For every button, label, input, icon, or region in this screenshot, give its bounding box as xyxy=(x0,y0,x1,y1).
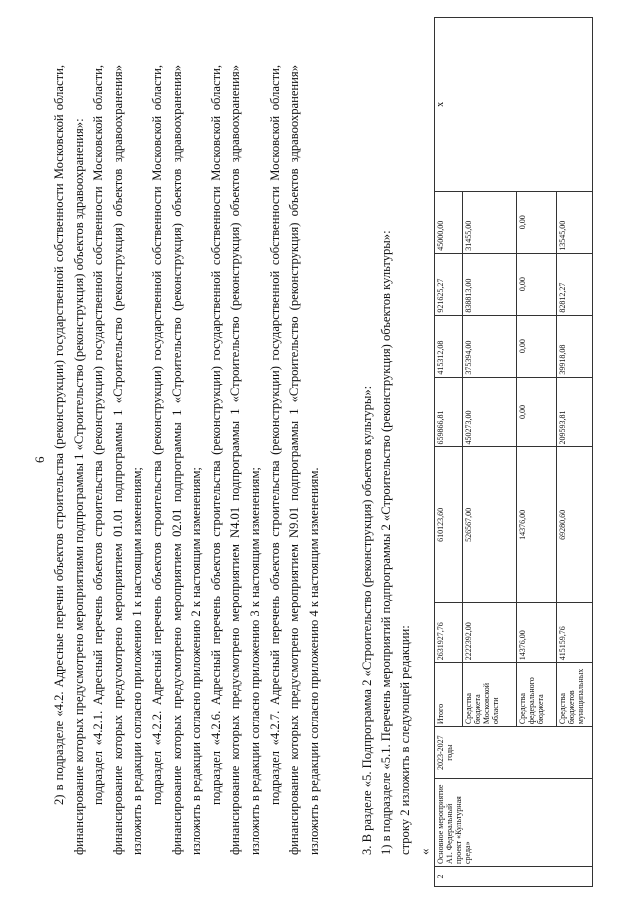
row-number-cell: 2 xyxy=(435,867,593,887)
total-cell: 2222392,00 xyxy=(463,603,517,663)
year-2026-cell: 838813,00 xyxy=(463,253,517,315)
year-2026-cell: 0,00 xyxy=(517,253,557,315)
year-2025-cell: 0,00 xyxy=(517,315,557,377)
x-mark-cell: х xyxy=(435,18,593,192)
activities-table xyxy=(434,17,593,887)
year-2027-cell: 13545,00 xyxy=(557,191,593,253)
paragraph-subsection-4-2-7: подраздел «4.2.7. Адресный перечень объектов строительства (реконструкции) государственной собственности Московской области, финансирование которых предусмотрено мероприятием N9.01 подпрограммы 1 «Строительство (реконструкция) объектов здравоохранения» изложить в редакции согласно приложению 4 к настоящим изменениям. xyxy=(267,65,321,855)
source-cell: Средства бюджетов муниципальных xyxy=(557,663,593,727)
paragraph-subsection-4-2-1: подраздел «4.2.1. Адресный перечень объектов строительства (реконструкции) государственной собственности Московской области, финансирование которых предусмотрено мероприятием 01.01 подпрограммы 1 «Строительство (реконструкция) объектов здравоохранения» изложить в редакции согласно приложению 1 к настоящим изменениям; xyxy=(91,65,145,855)
opening-quote-mark: « xyxy=(417,848,432,855)
year-2023-cell: 526567,00 xyxy=(463,447,517,603)
year-2023-cell: 69280,60 xyxy=(557,447,593,603)
section-3-text-block xyxy=(358,65,415,855)
total-cell: 2631927,76 xyxy=(435,603,463,663)
year-2027-cell: 0,00 xyxy=(517,191,557,253)
page-number: 6 xyxy=(32,456,47,463)
year-2025-cell: 375394,00 xyxy=(463,315,517,377)
year-2023-cell: 14376,00 xyxy=(517,447,557,603)
table-row xyxy=(435,18,463,887)
paragraph-subsection-4-2-2: подраздел «4.2.2. Адресный перечень объектов строительства (реконструкции) государственной собственности Московской области, финансирование которых предусмотрено мероприятием 02.01 подпрограммы 1 «Строительство (реконструкция) объектов здравоохранения» изложить в редакции согласно приложению 2 к настоящим изменениям; xyxy=(149,65,204,855)
year-2024-cell: 659866,81 xyxy=(435,377,463,447)
year-2024-cell: 209593,81 xyxy=(557,377,593,447)
rotated-page-content xyxy=(20,10,620,895)
year-2025-cell: 39918,08 xyxy=(557,315,593,377)
total-cell: 14376,00 xyxy=(517,603,557,663)
year-2026-cell: 921625,27 xyxy=(435,253,463,315)
year-2025-cell: 415312,08 xyxy=(435,315,463,377)
period-cell: 2023-2027 годы xyxy=(435,727,593,779)
source-cell: Итого xyxy=(435,663,463,727)
activity-name-cell: Основное мероприятие А1. Федеральный проект «Культурная среда» xyxy=(435,779,593,867)
year-2023-cell: 610123,60 xyxy=(435,447,463,603)
total-cell: 415159,76 xyxy=(557,603,593,663)
paragraph-item-2: 2) в подразделе «4.2. Адресные перечни объектов строительства (реконструкции) государственной собственности Московской области, финансирование которых предусмотрено мероприятиями подпрограммы 1 «Строительство (реконструкция) объектов здравоохранения»: xyxy=(52,65,86,855)
year-2026-cell: 82812,27 xyxy=(557,253,593,315)
paragraph-row-instruction: строку 2 изложить в следующей редакции: xyxy=(398,625,412,855)
year-2027-cell: 45000,00 xyxy=(435,191,463,253)
year-2024-cell: 0,00 xyxy=(517,377,557,447)
year-2024-cell: 450273,00 xyxy=(463,377,517,447)
year-2027-cell: 31455,00 xyxy=(463,191,517,253)
paragraph-section-3: 3. В разделе «5. Подпрограмма 2 «Строительство (реконструкция) объектов культуры»: xyxy=(360,385,374,855)
paragraph-subsection-5-1: 1) в подразделе «5.1. Перечень мероприятий подпрограммы 2 «Строительство (реконструкция) объектов культуры»: xyxy=(379,230,393,855)
source-cell: Средства бюджета Московской области xyxy=(463,663,517,727)
paragraph-subsection-4-2-6: подраздел «4.2.6. Адресный перечень объектов строительства (реконструкции) государственной собственности Московской области, финансирование которых предусмотрено мероприятием N4.01 подпрограммы 1 «Строительство (реконструкция) объектов здравоохранения» изложить в редакции согласно приложению 3 к настоящим изменениям; xyxy=(208,65,262,855)
source-cell: Средства федерального бюджета xyxy=(517,663,557,727)
intro-text-block xyxy=(50,65,324,855)
